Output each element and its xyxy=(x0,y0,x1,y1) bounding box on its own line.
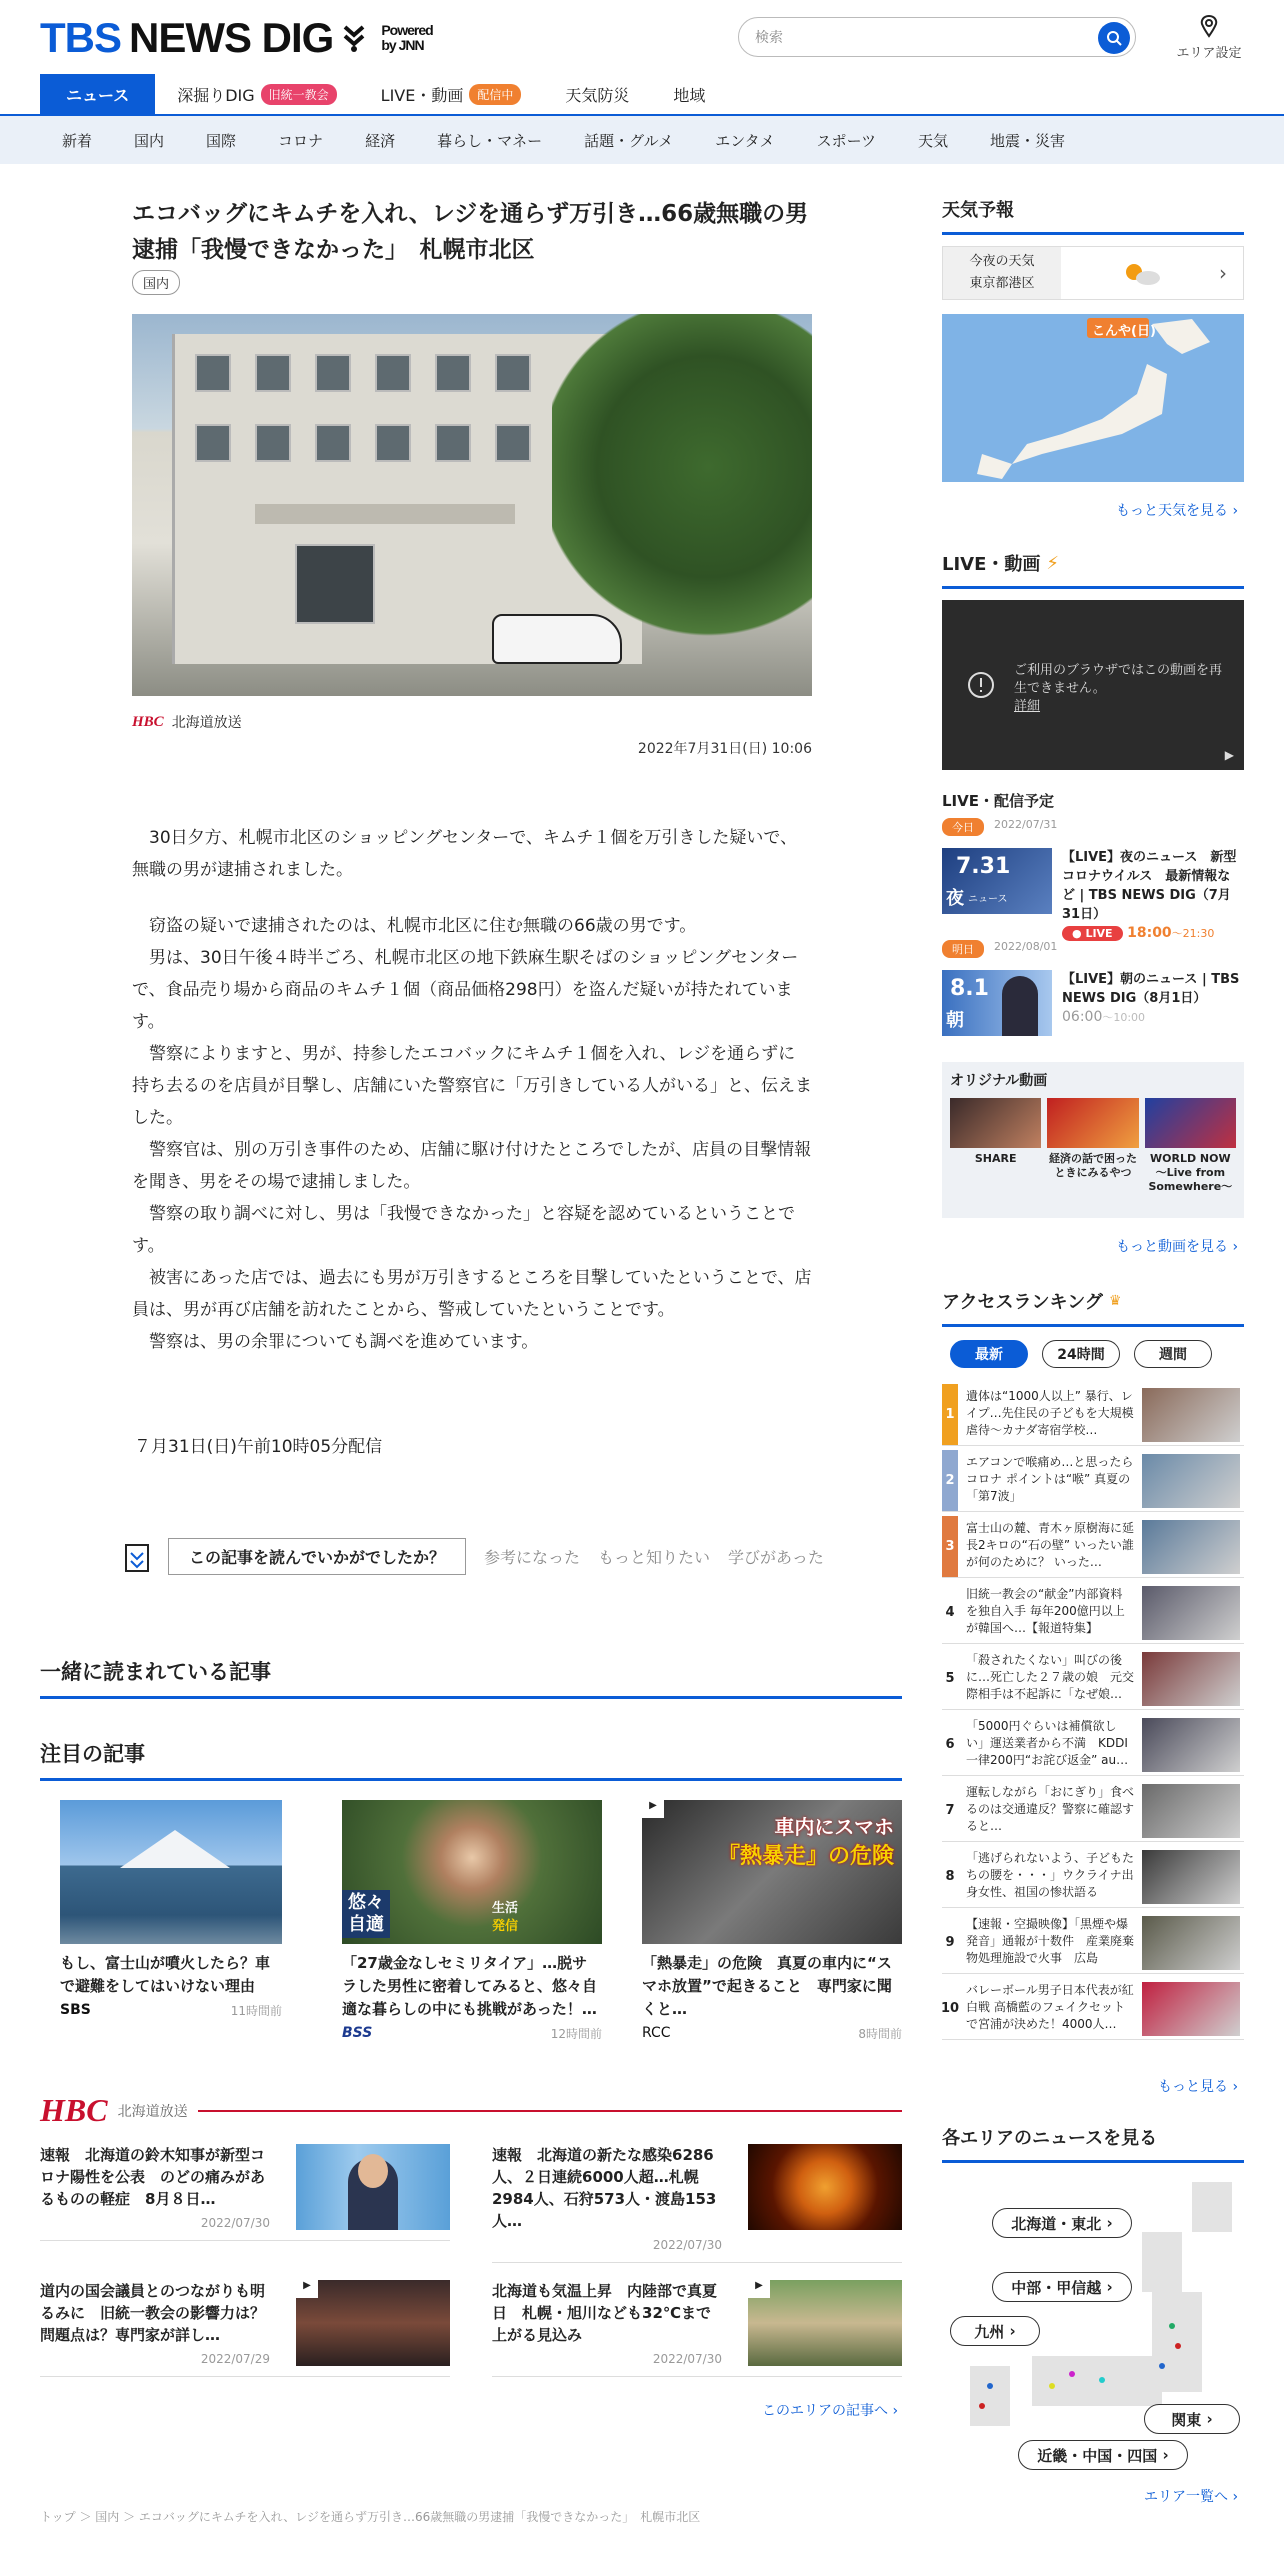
ranking-number: 8 xyxy=(945,1869,955,1884)
live-heading xyxy=(942,550,1244,589)
powered-label: Powered xyxy=(381,22,433,38)
ranking-thumb xyxy=(1142,1784,1240,1838)
original-label: SHARE xyxy=(974,1152,1017,1165)
area-map xyxy=(942,2176,1244,2436)
hbc-article-image xyxy=(748,2280,902,2366)
ranking-title: 遺体は“1000人以上” 暴行、レイプ…先住民の子どもを大規模虐待〜カナダ寄宿学校… xyxy=(966,1389,1134,1437)
video-player[interactable] xyxy=(942,600,1244,770)
featured-card[interactable] xyxy=(642,1800,902,2042)
ranking-item[interactable] xyxy=(942,1648,1244,1710)
ranking-title: 「逃げられないよう、子どもたちの腰を・・・」ウクライナ出身女性、祖国の惨状語る xyxy=(966,1851,1135,1899)
live-item-time-end: 〜21:30 xyxy=(1171,927,1215,940)
overlay-text: 自適 xyxy=(348,1914,384,1935)
category-tag[interactable]: 国内 xyxy=(132,270,180,295)
hbc-section-logo: HBC xyxy=(40,2092,108,2128)
subnav-item[interactable]: 天気 xyxy=(918,131,949,150)
ranking-thumb xyxy=(1142,1454,1240,1508)
overlay-text: 悠々 xyxy=(348,1892,384,1913)
ranking-thumb xyxy=(1142,1850,1240,1904)
live-item-title: 【LIVE】夜のニュース 新型コロナウイルス 最新情報など | TBS NEWS DIG（7月31日） xyxy=(1062,850,1237,922)
ranking-title: 「殺されたくない」叫びの後に…死亡した２７歳の娘 元交際相手は不起訴に「なぜ娘… xyxy=(966,1653,1135,1701)
area-list-link[interactable]: エリア一覧へ › xyxy=(1144,2489,1239,2505)
subnav-item[interactable]: スポーツ xyxy=(816,131,877,150)
area-button-label: 北海道・東北 xyxy=(1011,2214,1102,2233)
article-body xyxy=(132,822,812,1358)
areas-heading: 各エリアのニュースを見る xyxy=(942,2124,1244,2163)
weather-map-banner: こんや(日) xyxy=(1092,324,1156,339)
survey-option-more[interactable]: もっと知りたい xyxy=(598,1548,711,1567)
weather-now-label xyxy=(943,247,1061,299)
live-now-pill: 配信中 xyxy=(469,84,521,105)
weather-now[interactable] xyxy=(942,246,1244,300)
crown-icon: ♛ xyxy=(1108,1293,1122,1309)
ranking-number: 1 xyxy=(942,1384,958,1445)
video-error xyxy=(1014,662,1224,716)
featured-source: BSS xyxy=(342,2025,373,2041)
weather-more-link[interactable]: もっと天気を見る › xyxy=(1116,503,1239,519)
thumb-date: 7.31 xyxy=(956,854,1011,879)
global-nav xyxy=(40,74,727,114)
survey-option-helpful[interactable]: 参考になった xyxy=(484,1548,581,1567)
video-more-link[interactable]: もっと動画を見る › xyxy=(1116,1239,1239,1255)
article-paragraph: 警察の取り調べに対し、男は「我慢できなかった」と容疑を認めているということです。 xyxy=(132,1204,795,1256)
area-kinki-chugoku-shikoku[interactable]: 近畿・中国・四国 › xyxy=(1018,2440,1188,2470)
featured-overlay xyxy=(342,1890,390,1938)
hbc-article[interactable] xyxy=(492,2144,902,2263)
live-badge: ● LIVE xyxy=(1062,926,1123,941)
site-logo[interactable] xyxy=(40,14,433,62)
article-paragraph: 被害にあった店では、過去にも男が万引きするところを目撃していたということで、店員は、男が再び店舗を訪れたことから、警戒していたということです。 xyxy=(132,1268,812,1320)
thumb-label: 夜 xyxy=(946,888,964,909)
featured-card[interactable] xyxy=(342,1800,602,2042)
live-item[interactable] xyxy=(942,970,1244,1036)
original-item[interactable] xyxy=(1047,1098,1138,1194)
ranking-thumb xyxy=(1142,1718,1240,1772)
ranking-number: 10 xyxy=(940,2001,960,2016)
featured-source: RCC xyxy=(642,2025,671,2041)
subnav-item[interactable]: 新着 xyxy=(62,131,93,150)
jnn-label: by JNN xyxy=(381,37,424,53)
live-item-date: 2022/08/01 xyxy=(994,940,1058,953)
weather-heading: 天気予報 xyxy=(942,196,1244,235)
ranking-title: 運転しながら「おにぎり」食べるのは交通違反？警察に確認すると… xyxy=(966,1785,1135,1833)
reaction-survey xyxy=(122,1538,824,1575)
live-item-thumb xyxy=(942,970,1052,1036)
article-paragraph: 窃盗の疑いで逮捕されたのは、札幌市北区に住む無職の66歳の男です。 xyxy=(149,916,697,936)
featured-image xyxy=(342,1800,602,1944)
area-kyushu[interactable]: 九州 › xyxy=(950,2316,1040,2346)
section-read-together: 一緒に読まれている記事 xyxy=(40,1656,902,1699)
weather-more-label: もっと天気を見る xyxy=(1116,503,1228,519)
hbc-article-title: 速報 北海道の鈴木知事が新型コロナ陽性を公表 のどの痛みがあるものの軽症 8月８日… xyxy=(40,2146,266,2208)
live-item-thumb xyxy=(942,848,1052,914)
hbc-section-header xyxy=(40,2092,902,2129)
overlay-text: 発信 xyxy=(492,1919,519,1934)
tomorrow-badge: 明日 xyxy=(942,940,984,958)
hbc-article[interactable] xyxy=(40,2144,450,2241)
thumb-label: ニュース xyxy=(968,894,1008,905)
live-heading-label: LIVE・動画 xyxy=(942,554,1041,575)
live-item-time: 06:00 xyxy=(1062,1009,1103,1025)
photo-police-car xyxy=(492,614,622,664)
article-paragraph: 30日夕方、札幌市北区のショッピングセンターで、キムチ１個を万引きした疑いで、無職の男が逮捕されました。 xyxy=(132,828,798,880)
delivery-time: ７月31日(日)午前10時05分配信 xyxy=(134,1437,383,1457)
featured-title: 「熱暴走」の危険 真夏の車内に“スマホ放置”で起きること 専門家に聞くと… xyxy=(642,1954,892,2018)
ranking-item[interactable] xyxy=(942,1780,1244,1842)
ranking-thumb xyxy=(1142,1520,1240,1574)
tab-weekly[interactable]: 週間 xyxy=(1134,1340,1212,1368)
article-paragraph: 警察によりますと、男が、持参したエコバックにキムチ１個を入れ、レジを通らずに持ち去るのを店員が目撃し、店舗にいた警察官に「万引きしている人がいる」と、伝えました。 xyxy=(132,1044,812,1128)
article-source xyxy=(132,712,242,732)
featured-time: 12時間前 xyxy=(550,2027,602,2041)
location-pin-icon xyxy=(1198,14,1220,38)
powered-by xyxy=(381,23,432,53)
lightning-icon: ⚡ xyxy=(1046,552,1060,574)
video-details-link[interactable]: 詳細 xyxy=(1014,699,1041,714)
ranking-thumb xyxy=(1142,1916,1240,1970)
subnav-item[interactable]: 暮らし・マネー xyxy=(437,131,543,150)
ranking-title: 【速報・空撮映像】「黒煙や爆発音」通報が十数件 産業廃棄物処理施設で火事 広島 xyxy=(966,1917,1135,1965)
ranking-more-label: もっと見る xyxy=(1158,2079,1228,2095)
ranking-thumb xyxy=(1142,1586,1240,1640)
gnav-live-label: LIVE・動画 xyxy=(380,85,464,105)
ranking-item[interactable] xyxy=(942,1846,1244,1908)
video-more-label: もっと動画を見る xyxy=(1116,1239,1228,1255)
ranking-thumb xyxy=(1142,1982,1240,2036)
ranking-item[interactable] xyxy=(942,1714,1244,1776)
live-item-meta xyxy=(942,818,1057,836)
place-label: 東京都港区 xyxy=(969,276,1035,291)
hbc-article-date: 2022/07/30 xyxy=(200,2216,270,2230)
featured-title: もし、富士山が噴火したら？車で避難をしてはいけない理由 xyxy=(60,1954,271,1995)
original-item[interactable] xyxy=(950,1098,1041,1194)
featured-image xyxy=(60,1800,282,1944)
live-item-meta xyxy=(942,940,1057,958)
tonight-label: 今夜の天気 xyxy=(969,254,1035,269)
ranking-number: 2 xyxy=(942,1450,958,1511)
thumb-label: 朝 xyxy=(946,1010,964,1031)
unification-church-pill: 旧統一教会 xyxy=(261,84,337,105)
hbc-article-image xyxy=(748,2144,902,2230)
article-paragraph: 男は、30日午後４時半ごろ、札幌市北区の地下鉄麻生駅そばのショッピングセンターで、食品売り場から商品のキムチ１個（商品価格298円）を盗んだ疑いが持たれています。 xyxy=(132,948,799,1032)
original-list xyxy=(950,1098,1236,1194)
gnav-dig[interactable] xyxy=(155,74,358,114)
gnav-region-label: 地域 xyxy=(673,85,706,105)
dig-logo-icon xyxy=(341,23,367,53)
ranking-thumb xyxy=(1142,1388,1240,1442)
ranking-title: エアコンで喉痛め…と思ったらコロナ ポイントは“喉” 真夏の「第7波」 xyxy=(966,1455,1134,1503)
original-videos xyxy=(942,1062,1244,1218)
subnav-item[interactable]: 経済 xyxy=(365,131,396,150)
featured-overlay xyxy=(718,1812,894,1872)
gnav-news-label: ニュース xyxy=(66,85,130,105)
sub-nav xyxy=(0,114,1284,164)
area-button-label: 九州 xyxy=(974,2322,1005,2341)
breadcrumb[interactable]: トップ ＞ 国内 ＞ エコバッグにキムチを入れ、レジを通らず万引き…66歳無職の男逮捕「我慢できなかった」 札幌市北区 xyxy=(40,2510,701,2524)
youtube-icon: ▶ xyxy=(1224,748,1234,762)
survey-icon xyxy=(122,1541,154,1573)
featured-card[interactable] xyxy=(60,1800,282,2019)
source-name: 北海道放送 xyxy=(171,715,242,731)
search-button[interactable] xyxy=(1098,22,1130,54)
ranking-item[interactable] xyxy=(942,1516,1244,1578)
original-label: WORLD NOW 〜Live from Somewhere〜 xyxy=(1148,1152,1233,1193)
ranking-number: 9 xyxy=(945,1935,955,1950)
featured-time: 11時間前 xyxy=(230,2004,282,2018)
hbc-more-link[interactable]: このエリアの記事へ › xyxy=(762,2403,899,2419)
section-featured: 注目の記事 xyxy=(40,1738,902,1781)
subnav-item[interactable]: 国内 xyxy=(134,131,165,150)
thumb-date: 8.1 xyxy=(950,976,989,1001)
subnav-item[interactable]: エンタメ xyxy=(715,131,775,150)
subnav-item[interactable]: コロナ xyxy=(278,131,324,150)
play-icon: ▶ xyxy=(296,2280,318,2298)
original-item[interactable] xyxy=(1145,1098,1236,1194)
area-setting-label: エリア設定 xyxy=(1176,46,1242,61)
area-list-label: エリア一覧へ xyxy=(1144,2489,1228,2505)
ranking-title: バレーボール男子日本代表が紅白戦 高橋藍のフェイクセットで宮浦が決めた！4000人… xyxy=(966,1983,1134,2031)
hbc-article-image xyxy=(296,2144,450,2230)
hbc-logo: HBC xyxy=(132,713,164,730)
ranking-more-link[interactable]: もっと見る › xyxy=(1158,2079,1239,2095)
ranking-number: 6 xyxy=(945,1737,955,1752)
featured-title: 「27歳金なしセミリタイア」…脱サラした男性に密着してみると、悠々自適な暮らしの中にも挑戦があった！… xyxy=(342,1954,598,2018)
alert-icon xyxy=(966,670,996,700)
ranking-item[interactable] xyxy=(942,1450,1244,1512)
survey-option-learned[interactable]: 学びがあった xyxy=(728,1548,824,1567)
overlay-text: 車内にスマホ xyxy=(774,1815,894,1839)
ranking-item[interactable] xyxy=(942,1978,1244,2040)
weather-map[interactable] xyxy=(942,314,1244,482)
ranking-heading-label: アクセスランキング xyxy=(942,1292,1103,1313)
search-input[interactable]: 検索 xyxy=(755,30,783,46)
hbc-article-date: 2022/07/30 xyxy=(652,2238,722,2252)
ranking-item[interactable] xyxy=(942,1582,1244,1644)
logo-tbs: TBS xyxy=(40,14,121,61)
hbc-article[interactable] xyxy=(492,2280,902,2377)
hbc-article-date: 2022/07/29 xyxy=(200,2352,270,2366)
hbc-article[interactable] xyxy=(40,2280,450,2377)
sun-cloud-icon xyxy=(1118,258,1162,288)
featured-overlay-right xyxy=(492,1900,518,1936)
tab-24h[interactable]: 24時間 xyxy=(1042,1340,1120,1368)
featured-image xyxy=(642,1800,902,1944)
search-box[interactable] xyxy=(738,17,1136,57)
hbc-article-date: 2022/07/30 xyxy=(652,2352,722,2366)
live-badge-text: LIVE xyxy=(1085,927,1113,940)
gnav-weather-label: 天気防災 xyxy=(565,85,630,105)
area-button-label: 関東 xyxy=(1171,2410,1202,2429)
live-item-date: 2022/07/31 xyxy=(994,818,1058,831)
area-chubu[interactable]: 中部・甲信越 › xyxy=(992,2272,1132,2302)
survey-question: この記事を読んでいかがでしたか？ xyxy=(168,1538,466,1575)
hbc-article-title: 道内の国会議員とのつながりも明るみに 旧統一教会の影響力は？問題点は？専門家が詳し… xyxy=(40,2282,266,2344)
live-item-time: 18:00 xyxy=(1127,925,1172,941)
video-error-message: ご利用のブラウザではこの動画を再生できません。 xyxy=(1014,663,1223,696)
area-button-label: 中部・甲信越 xyxy=(1011,2278,1102,2297)
hbc-article-title: 速報 北海道の新たな感染6286人、２日連続6000人超…札幌2984人、石狩573人・渡島153人… xyxy=(492,2146,717,2230)
gnav-dig-label: 深掘りDIG xyxy=(177,85,255,105)
article-paragraph: 警察は、男の余罪についても調べを進めています。 xyxy=(149,1332,539,1352)
hbc-article-title: 北海道も気温上昇 内陸部で真夏日 札幌・旭川なども32℃まで上がる見込み xyxy=(492,2282,718,2344)
ranking-thumb xyxy=(1142,1652,1240,1706)
ranking-number: 7 xyxy=(945,1803,955,1818)
gnav-region[interactable] xyxy=(651,74,727,114)
gnav-live[interactable] xyxy=(359,74,544,114)
original-label: 経済の話で困ったときにみるやつ xyxy=(1048,1152,1137,1179)
overlay-text: 『熱暴走』の危険 xyxy=(717,1844,894,1869)
featured-source: SBS xyxy=(60,2002,91,2018)
overlay-text: 生活 xyxy=(492,1901,519,1916)
ranking-tabs xyxy=(950,1340,1212,1368)
article-paragraph: 警察官は、別の万引き事件のため、店舗に駆け付けたところでしたが、店員の目撃情報を聞き、男をその場で逮捕しました。 xyxy=(132,1140,812,1192)
chevron-right-icon: › xyxy=(1219,261,1227,285)
live-schedule-heading: LIVE・配信予定 xyxy=(942,792,1054,810)
ranking-title: 富士山の麓、青木ヶ原樹海に延長2キロの“石の壁” いったい誰が何のために？ いった… xyxy=(966,1521,1135,1569)
area-setting-button[interactable] xyxy=(1172,14,1246,61)
subnav-item[interactable]: 話題・グルメ xyxy=(584,131,674,150)
subnav-item[interactable]: 地震・災害 xyxy=(990,131,1066,150)
original-videos-heading: オリジナル動画 xyxy=(950,1073,1048,1089)
divider xyxy=(198,2110,902,2112)
ranking-number: 4 xyxy=(945,1605,955,1620)
hbc-article-image xyxy=(296,2280,450,2366)
live-item[interactable] xyxy=(942,848,1244,943)
search-icon xyxy=(1106,30,1122,46)
ranking-number: 3 xyxy=(942,1516,958,1577)
ranking-heading xyxy=(942,1288,1244,1327)
featured-time: 8時間前 xyxy=(858,2027,902,2041)
ranking-number: 5 xyxy=(945,1671,955,1686)
play-icon: ▶ xyxy=(642,1800,664,1818)
live-item-time-end: 〜10:00 xyxy=(1102,1011,1146,1024)
today-badge: 今日 xyxy=(942,818,984,836)
article-title: エコバッグにキムチを入れ、レジを通らず万引き…66歳無職の男逮捕「我慢できなかった」 札幌市北区 xyxy=(132,201,809,263)
logo-news-dig: NEWS DIG xyxy=(129,14,334,61)
ranking-title: 旧統一教会の“献金”内部資料を独自入手 毎年200億円以上が韓国へ…【報道特集】 xyxy=(966,1587,1125,1635)
hbc-more-label: このエリアの記事へ xyxy=(762,2403,888,2419)
article-date: 2022年7月31日(日) 10:06 xyxy=(637,741,812,757)
gnav-weather[interactable] xyxy=(543,74,651,114)
hbc-section-name: 北海道放送 xyxy=(117,2103,188,2120)
play-icon: ▶ xyxy=(748,2280,770,2298)
area-button-label: 近畿・中国・四国 xyxy=(1037,2446,1158,2465)
ranking-item[interactable] xyxy=(942,1384,1244,1446)
gnav-news[interactable] xyxy=(40,74,155,114)
ranking-item[interactable] xyxy=(942,1912,1244,1974)
article-photo xyxy=(132,314,812,696)
area-kanto[interactable]: 関東 › xyxy=(1144,2404,1240,2434)
ranking-title: 「5000円ぐらいは補償欲しい」運送業者から不満 KDDI一律200円“お詫び返金” au… xyxy=(966,1719,1129,1767)
subnav-item[interactable]: 国際 xyxy=(206,131,237,150)
live-item-title: 【LIVE】朝のニュース | TBS NEWS DIG（8月1日） xyxy=(1062,972,1240,1006)
japan-map-graphic xyxy=(942,314,1244,482)
area-hokkaido-tohoku[interactable]: 北海道・東北 › xyxy=(992,2208,1132,2238)
tab-latest[interactable]: 最新 xyxy=(950,1340,1028,1368)
